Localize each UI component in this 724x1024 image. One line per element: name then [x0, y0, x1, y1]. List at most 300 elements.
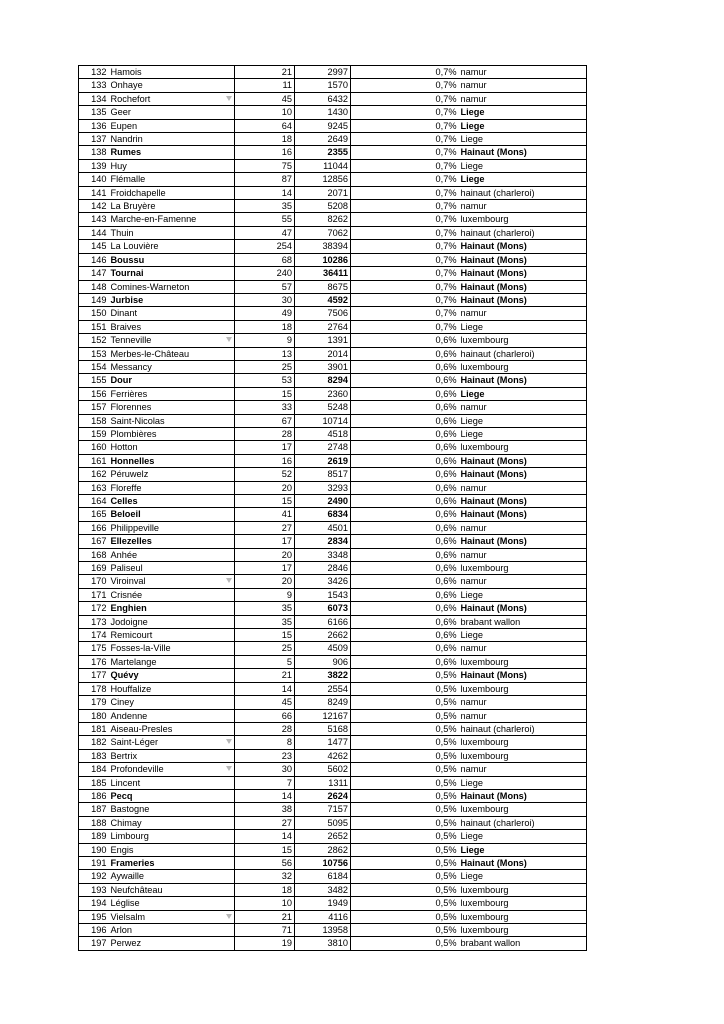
- commune-name-cell: [109, 320, 235, 333]
- commune-name-cell-text: Comines-Warneton: [110, 281, 190, 292]
- population-cell-text: 1391: [327, 335, 348, 346]
- rank-cell-text: 187: [91, 804, 107, 815]
- count-cell: [235, 454, 295, 467]
- province-cell: [459, 669, 587, 682]
- province-cell: [459, 937, 587, 950]
- count-cell: [235, 240, 295, 253]
- population-cell: [295, 736, 351, 749]
- province-cell-text: luxembourg: [460, 335, 509, 346]
- population-cell: [295, 776, 351, 789]
- population-cell: [295, 615, 351, 628]
- commune-name-cell-text: Profondeville: [110, 764, 164, 775]
- table-row: [79, 763, 587, 776]
- population-cell-text: 8249: [327, 697, 348, 708]
- table-row: [79, 374, 587, 387]
- province-cell: [459, 843, 587, 856]
- population-cell-text: 6834: [327, 509, 348, 520]
- commune-name-cell: [109, 521, 235, 534]
- commune-name-cell: [109, 387, 235, 400]
- table-row: [79, 360, 587, 373]
- commune-name-cell: [109, 629, 235, 642]
- commune-name-cell-text: Engis: [110, 844, 134, 855]
- province-cell-text: luxembourg: [460, 361, 509, 372]
- rank-cell: [79, 119, 109, 132]
- rank-cell-text: 184: [91, 764, 107, 775]
- rank-cell: [79, 468, 109, 481]
- count-cell: [235, 495, 295, 508]
- table-row: [79, 508, 587, 521]
- count-cell: [235, 803, 295, 816]
- percent-cell-text: 0,5%: [435, 777, 457, 788]
- percent-cell-text: 0,6%: [435, 415, 457, 426]
- province-cell-text: luxembourg: [460, 898, 509, 909]
- rank-cell: [79, 602, 109, 615]
- population-cell-text: 2554: [327, 683, 348, 694]
- province-cell-text: brabant wallon: [460, 938, 521, 949]
- rank-cell-text: 194: [91, 898, 107, 909]
- province-cell: [459, 334, 587, 347]
- population-cell: [295, 374, 351, 387]
- population-cell: [295, 106, 351, 119]
- count-cell-text: 14: [281, 683, 292, 694]
- rank-cell-text: 180: [91, 710, 107, 721]
- population-cell-text: 1311: [328, 777, 348, 788]
- percent-cell-text: 0,7%: [435, 160, 457, 171]
- population-cell: [295, 575, 351, 588]
- rank-cell-text: 185: [91, 777, 107, 788]
- population-cell-text: 6184: [327, 871, 348, 882]
- commune-name-cell-text: Crisnée: [110, 589, 143, 600]
- commune-name-cell-text: Aywaille: [110, 871, 145, 882]
- count-cell: [235, 924, 295, 937]
- table-row: [79, 789, 587, 802]
- table-row: [79, 253, 587, 266]
- percent-cell: [351, 870, 459, 883]
- commune-name-cell-text: Léglise: [110, 898, 140, 909]
- percent-cell: [351, 548, 459, 561]
- commune-name-cell-text: Rochefort: [110, 93, 151, 104]
- count-cell-text: 25: [281, 643, 292, 654]
- province-cell: [459, 736, 587, 749]
- rank-cell-text: 143: [91, 214, 107, 225]
- province-cell: [459, 186, 587, 199]
- percent-cell: [351, 240, 459, 253]
- population-cell: [295, 655, 351, 668]
- count-cell-text: 14: [281, 790, 292, 801]
- percent-cell: [351, 602, 459, 615]
- rank-cell-text: 142: [91, 201, 107, 212]
- table-row: [79, 173, 587, 186]
- rank-cell-text: 170: [91, 576, 107, 587]
- table-row: [79, 414, 587, 427]
- percent-cell-text: 0,7%: [435, 67, 457, 77]
- province-cell-text: Liege: [460, 388, 485, 399]
- filter-triangle-icon: [226, 739, 232, 744]
- percent-cell: [351, 427, 459, 440]
- commune-name-cell-text: Dinant: [110, 308, 138, 319]
- rank-cell: [79, 843, 109, 856]
- percent-cell: [351, 481, 459, 494]
- percent-cell-text: 0,6%: [435, 589, 457, 600]
- commune-name-cell: [109, 66, 235, 79]
- population-cell-text: 2652: [327, 831, 348, 842]
- percent-cell: [351, 347, 459, 360]
- population-cell-text: 1477: [327, 737, 348, 748]
- province-cell-text: Liege: [460, 428, 483, 439]
- count-cell-text: 53: [281, 375, 292, 386]
- table-row: [79, 427, 587, 440]
- count-cell: [235, 883, 295, 896]
- count-cell-text: 16: [281, 147, 292, 158]
- rank-cell: [79, 642, 109, 655]
- population-cell: [295, 508, 351, 521]
- rank-cell: [79, 200, 109, 213]
- province-cell: [459, 682, 587, 695]
- population-cell: [295, 186, 351, 199]
- commune-name-cell-text: Dour: [110, 375, 132, 386]
- rank-cell: [79, 226, 109, 239]
- rank-cell: [79, 548, 109, 561]
- count-cell-text: 87: [281, 174, 292, 185]
- rank-cell-text: 159: [91, 428, 107, 439]
- population-cell: [295, 789, 351, 802]
- count-cell: [235, 669, 295, 682]
- percent-cell-text: 0,7%: [435, 321, 457, 332]
- population-cell-text: 3348: [327, 549, 348, 560]
- commune-name-cell-text: Merbes-le-Château: [110, 348, 190, 359]
- table-row: [79, 642, 587, 655]
- rank-cell: [79, 749, 109, 762]
- table-row: [79, 79, 587, 92]
- commune-name-cell: [109, 186, 235, 199]
- commune-name-cell-text: Fosses-la-Ville: [110, 643, 171, 654]
- count-cell: [235, 588, 295, 601]
- percent-cell-text: 0,5%: [435, 938, 457, 949]
- percent-cell-text: 0,6%: [435, 643, 457, 654]
- province-cell: [459, 588, 587, 601]
- rank-cell-text: 150: [91, 308, 107, 319]
- commune-name-cell-text: Enghien: [110, 603, 147, 614]
- rank-cell-text: 141: [91, 187, 107, 198]
- rank-cell-text: 156: [91, 388, 107, 399]
- province-cell: [459, 414, 587, 427]
- table-row: [79, 66, 587, 79]
- commune-name-cell: [109, 696, 235, 709]
- count-cell: [235, 897, 295, 910]
- rank-cell: [79, 92, 109, 105]
- percent-cell: [351, 763, 459, 776]
- count-cell-text: 15: [281, 388, 292, 399]
- commune-name-cell-text: Vielsalm: [110, 911, 146, 922]
- count-cell: [235, 427, 295, 440]
- commune-name-cell: [109, 173, 235, 186]
- rank-cell-text: 196: [91, 925, 107, 935]
- commune-name-cell-text: Houffalize: [110, 683, 152, 694]
- count-cell: [235, 441, 295, 454]
- province-cell-text: Liege: [460, 589, 483, 600]
- percent-cell: [351, 495, 459, 508]
- population-cell: [295, 924, 351, 937]
- province-cell-text: hainaut (charleroi): [460, 817, 535, 828]
- rank-cell-text: 195: [91, 911, 107, 922]
- percent-cell-text: 0,6%: [435, 375, 457, 386]
- table-row: [79, 307, 587, 320]
- rank-cell: [79, 615, 109, 628]
- province-cell: [459, 173, 587, 186]
- rank-cell: [79, 722, 109, 735]
- population-cell: [295, 146, 351, 159]
- population-cell-text: 6432: [327, 93, 348, 104]
- province-cell: [459, 454, 587, 467]
- rank-cell: [79, 830, 109, 843]
- rank-cell-text: 176: [91, 656, 107, 667]
- population-cell-text: 38394: [322, 241, 348, 252]
- table-row: [79, 92, 587, 105]
- population-cell-text: 9245: [327, 120, 348, 131]
- rank-cell: [79, 562, 109, 575]
- rank-cell: [79, 816, 109, 829]
- province-cell: [459, 307, 587, 320]
- province-cell: [459, 521, 587, 534]
- count-cell-text: 17: [281, 536, 292, 547]
- province-cell-text: Liege: [460, 630, 483, 641]
- rank-cell: [79, 280, 109, 293]
- population-cell-text: 3901: [327, 361, 348, 372]
- province-cell: [459, 347, 587, 360]
- count-cell-text: 30: [281, 764, 292, 775]
- population-cell: [295, 843, 351, 856]
- commune-name-cell: [109, 280, 235, 293]
- population-cell-text: 1543: [327, 589, 348, 600]
- percent-cell: [351, 307, 459, 320]
- percent-cell: [351, 562, 459, 575]
- population-cell-text: 2748: [327, 442, 348, 453]
- province-cell-text: Hainaut (Mons): [460, 857, 527, 868]
- province-cell-text: Liege: [460, 107, 485, 118]
- count-cell: [235, 602, 295, 615]
- count-cell-text: 67: [281, 415, 292, 426]
- percent-cell-text: 0,7%: [435, 147, 457, 158]
- province-cell: [459, 897, 587, 910]
- commune-name-cell: [109, 200, 235, 213]
- table-row: [79, 883, 587, 896]
- count-cell-text: 15: [281, 496, 292, 506]
- commune-name-cell: [109, 722, 235, 735]
- count-cell: [235, 320, 295, 333]
- rank-cell: [79, 776, 109, 789]
- province-cell: [459, 924, 587, 937]
- population-cell-text: 2662: [327, 630, 348, 641]
- province-cell-text: luxembourg: [460, 911, 509, 922]
- percent-cell: [351, 401, 459, 414]
- count-cell: [235, 548, 295, 561]
- percent-cell-text: 0,7%: [435, 268, 457, 279]
- count-cell-text: 49: [281, 308, 292, 319]
- count-cell-text: 19: [281, 938, 292, 949]
- count-cell-text: 18: [281, 134, 292, 145]
- population-cell: [295, 588, 351, 601]
- province-cell: [459, 789, 587, 802]
- table-row: [79, 749, 587, 762]
- count-cell: [235, 722, 295, 735]
- percent-cell: [351, 629, 459, 642]
- commune-name-cell-text: Beloeil: [110, 509, 141, 520]
- rank-cell: [79, 441, 109, 454]
- count-cell: [235, 629, 295, 642]
- population-cell: [295, 495, 351, 508]
- count-cell-text: 20: [281, 482, 292, 493]
- population-cell: [295, 79, 351, 92]
- commune-name-cell: [109, 213, 235, 226]
- commune-name-cell-text: Hotton: [110, 442, 138, 453]
- commune-name-cell-text: Boussu: [110, 254, 145, 265]
- province-cell-text: Hainaut (Mons): [460, 603, 527, 614]
- percent-cell: [351, 682, 459, 695]
- count-cell-text: 15: [281, 844, 292, 855]
- percent-cell-text: 0,5%: [435, 723, 457, 734]
- commune-name-cell: [109, 226, 235, 239]
- table-row: [79, 548, 587, 561]
- province-cell-text: Liege: [460, 844, 485, 855]
- count-cell-text: 14: [281, 187, 292, 198]
- commune-name-cell-text: Celles: [110, 496, 138, 506]
- population-cell-text: 36411: [322, 268, 348, 279]
- percent-cell: [351, 280, 459, 293]
- table-row: [79, 441, 587, 454]
- percent-cell-text: 0,7%: [435, 294, 457, 305]
- province-cell-text: Hainaut (Mons): [460, 455, 527, 466]
- percent-cell: [351, 776, 459, 789]
- province-cell-text: hainaut (charleroi): [460, 187, 535, 198]
- commune-name-cell-text: Ellezelles: [110, 536, 152, 547]
- percent-cell-text: 0,7%: [435, 174, 457, 185]
- percent-cell: [351, 722, 459, 735]
- percent-cell: [351, 92, 459, 105]
- commune-name-cell: [109, 106, 235, 119]
- population-cell-text: 2846: [327, 563, 348, 574]
- percent-cell-text: 0,5%: [435, 871, 457, 882]
- rank-cell: [79, 495, 109, 508]
- percent-cell-text: 0,5%: [435, 764, 457, 775]
- province-cell: [459, 749, 587, 762]
- percent-cell-text: 0,5%: [435, 697, 457, 708]
- percent-cell-text: 0,7%: [435, 308, 457, 319]
- table-row: [79, 910, 587, 923]
- count-cell: [235, 521, 295, 534]
- rank-cell-text: 179: [91, 697, 107, 708]
- province-cell: [459, 655, 587, 668]
- population-cell: [295, 401, 351, 414]
- population-cell: [295, 213, 351, 226]
- rank-cell-text: 134: [91, 93, 107, 104]
- rank-cell-text: 132: [91, 67, 107, 77]
- province-cell-text: namur: [460, 308, 487, 319]
- population-cell: [295, 669, 351, 682]
- commune-name-cell: [109, 414, 235, 427]
- commune-name-cell: [109, 468, 235, 481]
- count-cell: [235, 374, 295, 387]
- population-cell-text: 4116: [328, 911, 348, 922]
- province-cell-text: Hainaut (Mons): [460, 790, 527, 801]
- count-cell: [235, 186, 295, 199]
- commune-name-cell-text: Geer: [110, 107, 131, 118]
- rank-cell-text: 183: [91, 750, 107, 761]
- percent-cell: [351, 414, 459, 427]
- rank-cell: [79, 789, 109, 802]
- population-cell-text: 10714: [322, 415, 348, 426]
- percent-cell: [351, 441, 459, 454]
- table-row: [79, 468, 587, 481]
- population-cell: [295, 66, 351, 79]
- rank-cell-text: 172: [91, 603, 107, 614]
- count-cell: [235, 213, 295, 226]
- count-cell-text: 254: [276, 241, 292, 252]
- population-cell-text: 10286: [322, 254, 348, 265]
- population-cell-text: 2997: [327, 67, 348, 77]
- province-cell-text: Hainaut (Mons): [460, 536, 527, 547]
- commune-name-cell-text: Braives: [110, 321, 142, 332]
- commune-name-cell: [109, 535, 235, 548]
- count-cell-text: 25: [281, 361, 292, 372]
- percent-cell-text: 0,5%: [435, 737, 457, 748]
- count-cell: [235, 655, 295, 668]
- count-cell: [235, 575, 295, 588]
- count-cell: [235, 92, 295, 105]
- table-row: [79, 454, 587, 467]
- population-cell-text: 2624: [327, 790, 348, 801]
- commune-name-cell: [109, 803, 235, 816]
- commune-name-cell: [109, 401, 235, 414]
- count-cell: [235, 830, 295, 843]
- province-cell-text: luxembourg: [460, 925, 509, 935]
- commune-name-cell-text: Jurbise: [110, 294, 144, 305]
- percent-cell: [351, 521, 459, 534]
- commune-name-cell-text: Bastogne: [110, 804, 150, 815]
- province-cell: [459, 441, 587, 454]
- rank-cell: [79, 736, 109, 749]
- province-cell: [459, 387, 587, 400]
- rank-cell-text: 149: [91, 294, 107, 305]
- filter-triangle-icon: [226, 914, 232, 919]
- rank-cell-text: 136: [91, 120, 107, 131]
- percent-cell: [351, 789, 459, 802]
- population-cell: [295, 226, 351, 239]
- province-cell-text: hainaut (charleroi): [460, 227, 535, 238]
- commune-name-cell: [109, 481, 235, 494]
- commune-name-cell: [109, 146, 235, 159]
- rank-cell-text: 171: [91, 589, 107, 600]
- percent-cell-text: 0,7%: [435, 241, 457, 252]
- percent-cell-text: 0,5%: [435, 831, 457, 842]
- province-cell: [459, 119, 587, 132]
- percent-cell-text: 0,7%: [435, 201, 457, 212]
- commune-name-cell: [109, 508, 235, 521]
- commune-name-cell: [109, 495, 235, 508]
- count-cell-text: 18: [281, 884, 292, 895]
- population-cell-text: 2014: [327, 348, 348, 359]
- population-cell-text: 4592: [327, 294, 348, 305]
- count-cell: [235, 910, 295, 923]
- province-cell: [459, 481, 587, 494]
- population-cell: [295, 883, 351, 896]
- rank-cell: [79, 173, 109, 186]
- province-cell-text: luxembourg: [460, 804, 509, 815]
- population-cell: [295, 441, 351, 454]
- rank-cell: [79, 454, 109, 467]
- rank-cell-text: 174: [91, 630, 107, 641]
- count-cell: [235, 749, 295, 762]
- population-cell-text: 3482: [327, 884, 348, 895]
